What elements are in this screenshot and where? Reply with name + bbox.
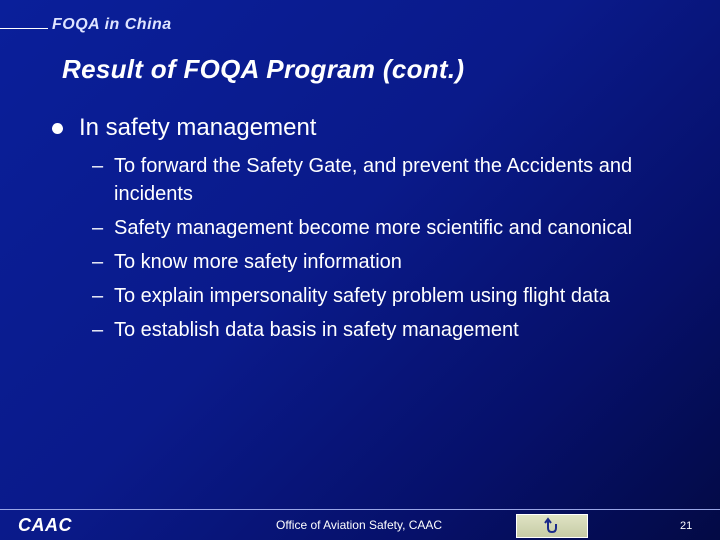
header-rule <box>0 28 48 29</box>
header-label: FOQA in China <box>52 16 172 33</box>
footer-office: Office of Aviation Safety, CAAC <box>276 518 443 532</box>
dash-marker: – <box>92 217 104 239</box>
sub-item-text: To explain impersonality safety problem using flight data <box>114 285 610 307</box>
sub-item <box>92 316 692 344</box>
footer-rule <box>0 509 720 510</box>
sub-item-text: To forward the Safety Gate, and prevent the Accidents and incidents <box>114 155 633 205</box>
sub-list <box>92 152 692 350</box>
dash-marker: – <box>92 155 104 177</box>
sub-item-text: To establish data basis in safety management <box>114 319 519 341</box>
return-button[interactable] <box>516 514 588 538</box>
return-arrow-icon <box>542 517 562 535</box>
slide-title: Result of FOQA Program (cont.) <box>62 54 465 84</box>
sub-item <box>92 152 692 208</box>
sub-item <box>92 214 692 242</box>
sub-item-text: To know more safety information <box>114 251 402 273</box>
sub-item <box>92 248 692 276</box>
bullet-text: In safety management <box>79 114 317 141</box>
sub-item <box>92 282 692 310</box>
caac-logo: CAAC <box>18 515 72 535</box>
page-number: 21 <box>680 520 693 532</box>
bullet-item <box>52 114 316 142</box>
dash-marker: – <box>92 285 104 307</box>
dash-marker: – <box>92 251 104 273</box>
sub-item-text: Safety management become more scientific and canonical <box>114 217 633 239</box>
bullet-dot-icon <box>52 123 63 134</box>
dash-marker: – <box>92 319 104 341</box>
